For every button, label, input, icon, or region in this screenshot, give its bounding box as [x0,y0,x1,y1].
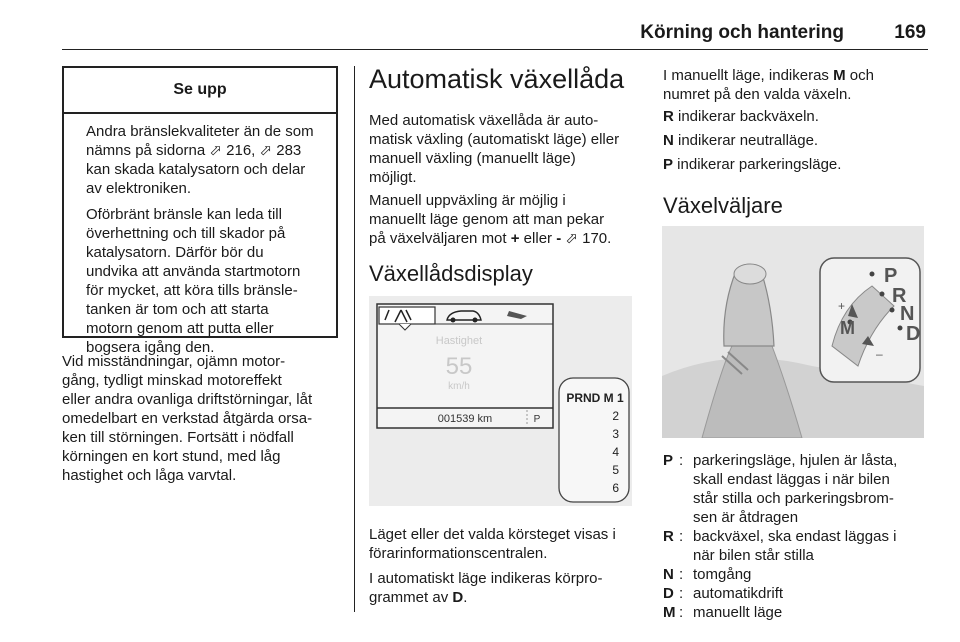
selector-label-n: N [900,303,915,325]
indicator-key: P [663,156,674,173]
text-line: backväxel, ska endast läggas i [693,528,897,545]
text-fragment: grammet av [369,589,453,606]
section-title-automatic-transmission: Automatisk växellåda [369,64,625,94]
indicator-text: indikerar parkeringsläge. [673,156,842,173]
warning-title: Se upp [64,68,336,114]
selector-label-plus: + [838,299,846,313]
text-line: Andra bränslekvaliteter än de som [86,123,314,140]
text-line: när bilen står stilla [693,547,814,564]
text-fragment: på växelväljaren mot [369,230,511,247]
odometer: 001539 km [437,413,493,425]
selector-label-p: P [884,265,898,287]
plus-symbol: + [510,230,520,247]
manual-upshift-paragraph [369,191,639,248]
header-title: Körning och hantering [640,22,844,43]
definition-row-p [663,451,928,527]
speed-unit: km/h [448,381,470,392]
definition-key: P [663,452,674,469]
indicator-n [663,131,818,150]
gear-indicator: P [533,414,541,425]
text-line: körningen en kort stund, med låg [62,448,281,465]
page-reference: ⬀ 170. [561,230,612,247]
display-info-paragraph [369,525,639,563]
definition-row-m [663,603,928,622]
indicator-text: indikerar neutralläge. [673,132,819,149]
indicator-key: R [663,108,674,125]
text-line: Vid misständningar, ojämn motor- [62,353,286,370]
selector-label-m: M [840,318,855,338]
transmission-display-illustration [369,296,632,506]
text-line: nämns på sidorna ⬀ 216, ⬀ 283 [86,142,302,159]
definition-key: R [663,528,674,545]
indicator-p [663,155,841,174]
misfire-paragraph [62,352,344,485]
page-number: 169 [894,22,926,43]
text-line: överhettning och till skador på [86,225,286,242]
definition-text: tomgång [693,566,752,583]
separator: : [679,528,684,545]
definition-key: D [663,585,674,602]
text-fragment: och [845,67,874,84]
text-line: I automatiskt läge indikeras körpro- [369,570,603,587]
page-header [62,22,928,44]
section-title-transmission-display: Växellådsdisplay [369,261,533,286]
warning-box [62,66,338,356]
selector-label-minus: – [876,347,883,361]
header-rule [62,49,928,50]
text-line: hastighet och låga varvtal. [62,467,237,484]
text-line: av elektroniken. [86,180,192,197]
selector-label-d: D [906,323,921,345]
definition-text [693,451,928,527]
warning-paragraph-1 [86,122,326,198]
text-line: för mycket, att köra tills bränsle- [86,282,298,299]
text-line: motorn genom att putta eller [86,320,274,337]
speed-label: Hastighet [435,335,483,347]
indicator-text: indikerar backväxeln. [673,108,819,125]
text-fragment: I manuellt läge, indikeras [663,67,834,84]
text-line: manuell växling (manuellt läge) [369,150,576,167]
text-line: förarinformationscentralen. [369,545,548,562]
text-line: gång, tydligt minskad motoreffekt [62,372,282,389]
manual-mode-paragraph [663,66,928,104]
text-line: eller andra ovanliga driftstörningar, låt [62,391,313,408]
manual-gear-5: 5 [612,463,619,477]
definition-text: manuellt läge [693,604,783,621]
text-line: Med automatisk växellåda är auto- [369,112,599,129]
gear-row-label: PRND M 1 [566,391,624,405]
text-line: Läget eller det valda körsteget visas i [369,526,616,543]
text-line: katalysatorn. Därför bör du [86,244,264,261]
text-line: möjligt. [369,169,417,186]
indicator-key: N [663,132,674,149]
definition-row-r [663,527,928,565]
definition-row-d [663,584,928,603]
column-divider [354,66,355,612]
text-line: numret på den valda växeln. [663,86,852,103]
text-line: omedelbart en verkstad åtgärda orsa- [62,410,313,427]
manual-gear-2: 2 [612,409,619,423]
separator: : [679,604,684,621]
definition-key: M [663,604,676,621]
bold-gear-d: D [452,589,464,606]
bold-gear-m: M [833,67,846,84]
definition-row-n [663,565,928,584]
auto-intro-paragraph [369,111,639,187]
separator: : [679,452,684,469]
definition-text: automatikdrift [693,585,784,602]
text-line: sen är åtdragen [693,509,799,526]
manual-gear-3: 3 [612,427,619,441]
text-line: parkeringsläge, hjulen är låsta, [693,452,898,469]
manual-gear-4: 4 [612,445,619,459]
warning-paragraph-2 [86,205,326,357]
indicator-r [663,107,819,126]
definition-key: N [663,566,674,583]
text-line: undvika att använda startmotorn [86,263,301,280]
speed-value: 55 [445,353,473,380]
manual-gear-6: 6 [612,481,619,495]
selector-label-r: R [892,285,907,307]
auto-mode-paragraph [369,569,639,607]
text-line: står stilla och parkeringsbrom- [693,490,894,507]
separator: : [679,566,684,583]
gear-definitions [663,451,928,622]
text-line: ken till störningen. Fortsätt i nödfall [62,429,294,446]
separator: : [679,585,684,602]
text-fragment: eller [519,230,557,247]
text-line: matisk växling (automatiskt läge) eller [369,131,620,148]
section-title-gear-selector: Växelväljare [663,193,783,218]
text-line: Manuell uppväxling är möjlig i [369,192,566,209]
text-line: kan skada katalysatorn och delar [86,161,306,178]
text-fragment: . [463,589,468,606]
text-line: manuellt läge genom att man pekar [369,211,605,228]
text-line: tanken är tom och att starta [86,301,269,318]
text-line: skall endast läggas i när bilen [693,471,890,488]
text-line: bogsera igång den. [86,339,215,356]
definition-text [693,527,928,565]
minus-symbol: - [556,230,562,247]
text-line: Oförbränt bränsle kan leda till [86,206,282,223]
gear-selector-illustration [662,226,924,438]
